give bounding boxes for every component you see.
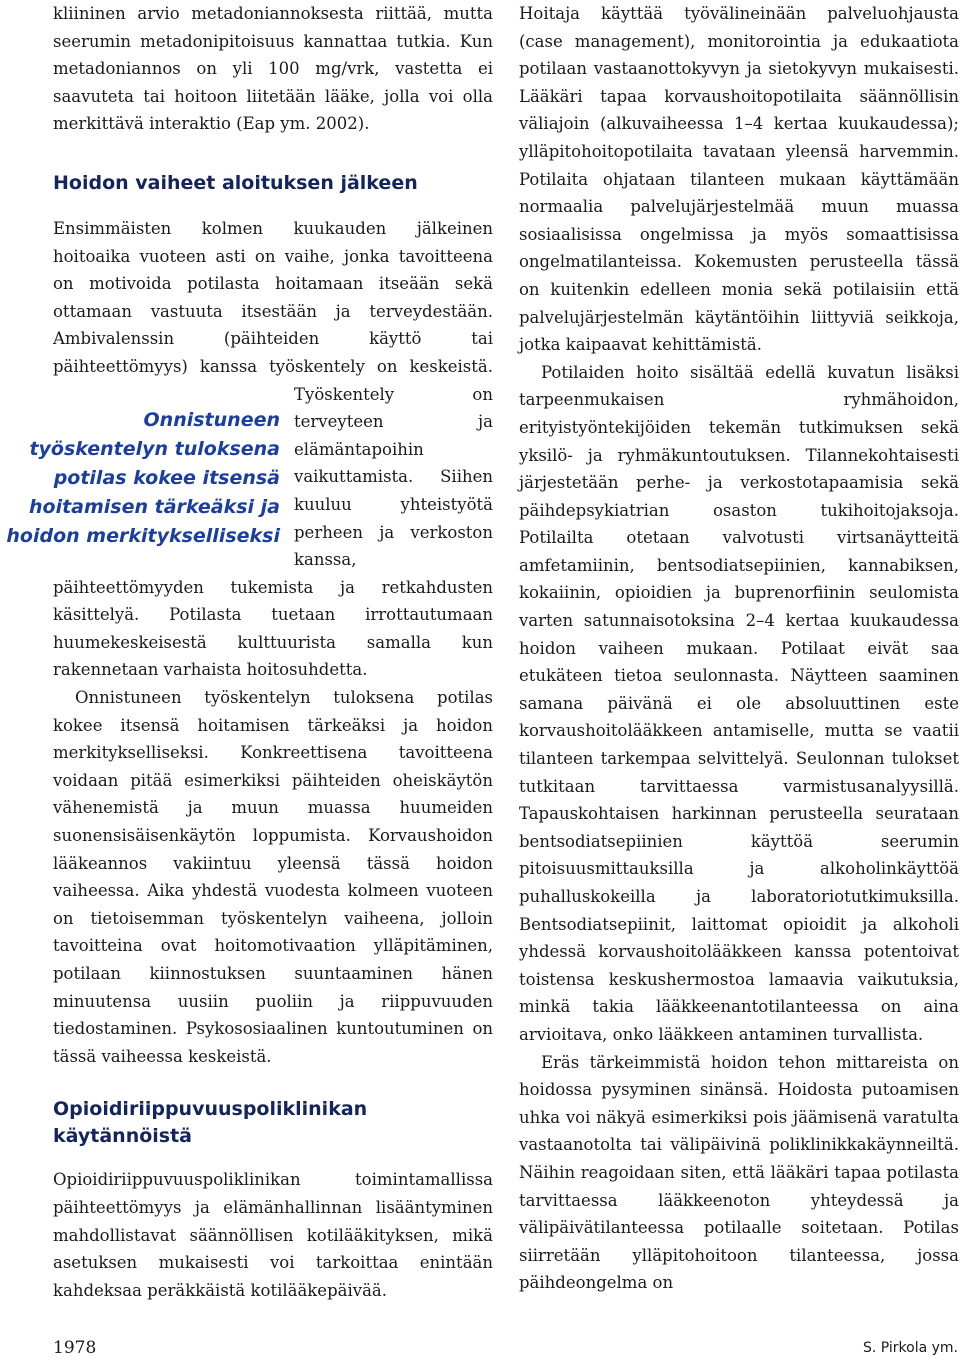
paragraph: Hoitaja käyttää työvälineinään palveluohjausta (case management), monitorointia ja edukaatiota potilaan vastaanottokyvyn ja sietokyvyn mukaisesti. Lääkäri tapaa korvaushoitopotilaita säännöllisin väliajoin (alkuvaiheessa 1–4 kertaa kuukaudessa); ylläpitohoitopotilaita tavataan yleensä harvemmin. Potilaita ohjataan tilanteen mukaan käyttämään normaalia palvelujärjestelmää muun muassa sosiaalisissa ongelmissa ja myös somaattisissa ongelmatilanteissa. Kokemusten perusteella tässä on kuitenkin edelleen monia sekä potilaisiin että palvelujärjestelmän käytäntöihin liittyviä seikkoja, jotka kaipaavat kehittämistä.: [519, 4, 959, 355]
paragraph: Opioidiriippuvuuspoliklinikan toimintamallissa päihteettömyys ja elämänhallinnan lisääntyminen mahdollistavat säännöllisen kotilääkityksen, mikä asetuksen mukaisesti voi tarkoittaa enintään kahdeksaa peräkkäistä kotilääkepäivää.: [53, 1170, 493, 1300]
section-heading: Opioidiriippuvuuspoliklinikan käytännöistä: [53, 1098, 368, 1148]
pull-quote-text: Onnistuneen työskentelyn tuloksena potilas kokee itsensä hoitamisen tärkeäksi ja hoidon merkitykselliseksi: [6, 409, 280, 548]
paragraph: Onnistuneen työskentelyn tuloksena potilas kokee itsensä hoitamisen tärkeäksi ja hoidon merkitykselliseksi. Konkreettisena tavoitteena voidaan pitää esimerkiksi päihteiden oheiskäytön vähenemistä ja muun muassa huumeiden suonensisäisenkäytön loppumista. Korvaushoidon lääkeannos vakiintuu yleensä tässä hoidon vaiheessa. Aika yhdestä vuodesta kolmeen vuoteen on tietoisemman työskentelyn vaiheena, jolloin tavoitteina ovat hoitomotivaation ylläpitäminen, potilaan kiinnostuksen suuntaaminen hänen minuutensa uusiin puoliin ja riippuvuuden tiedostaminen. Psykososiaalinen kuntoutuminen on tässä vaiheessa keskeistä.: [53, 688, 493, 1066]
author-reference: S. Pirkola ym.: [862, 1340, 958, 1356]
left-column: [6, 0, 493, 1304]
paragraph: kliininen arvio metadoniannoksesta riittää, mutta seerumin metadonipitoisuus kannattaa tutkia. Kun metadoniannos on yli 100 mg/vrk, vastetta ei saavuteta tai hoitoon liitetään lääke, jolla voi olla merkittävä interaktio (Eap ym. 2002).: [53, 4, 493, 134]
pull-quote: [0, 383, 280, 567]
paragraph: Eräs tärkeimmistä hoidon tehon mittareista on hoidossa pysyminen sinänsä. Hoidosta putoamisen uhka voi näkyä esimerkiksi pois jäämisenä varatulta vastaanotolta tai välipäivinä poliklinikkakäynneiltä. Näihin reagoidaan siten, että lääkäri tapaa potilasta tarvittaessa lääkkeenoton yhteydessä ja välipäivätilanteessa potilaalle soitetaan. Potilas siirretään ylläpitohoitoon tilanteessa, jossa päihdeongelma on: [519, 1052, 959, 1293]
page-number: 1978: [53, 1338, 97, 1358]
paragraph: Potilaiden hoito sisältää edellä kuvatun lisäksi tarpeenmukaisen ryhmähoidon, erityistyöntekijöiden tekemän tutkimuksen sekä yksilö- ja ryhmäkuntoutuksen. Tilannekohtaisesti järjestetään perhe- ja verkostotapaamisia sekä päihdepsykiatrian osaston tukihoitojaksoja. Potilailta otetaan valvotusti virtsanäytteitä amfetamiinin, bentsodiatsepiinien, kannabiksen, kokaiinin, opioidien ja buprenorfiinin seulomista varten satunnaisotoksina 2–4 kertaa kuukaudessa hoidon vaiheen mukaan. Potilaat eivät saa etukäteen tietoa seulonnasta. Näytteen saaminen samana päivänä ei ole absoluuttinen este korvaushoitolääkkeen antamiselle, mutta se vaatii tilanteen tarkempaa selvittelyä. Seulonnan tulokset tutkitaan tarvittaessa varmistusanalyysillä. Tapauskohtaisen harkinnan perusteella seurataan bentsodiatsepiinien käyttöä seerumin pitoisuusmittauksilla ja alkoholinkäyttöä puhalluskokeilla ja laboratoriotutkimuksilla. Bentsodiatsepiinit, laittomat opioidit ja alkoholi yhdessä korvaushoitolääkkeen kanssa potentoivat toistensa keskushermostoa lamaavia vaikutuksia, minkä takia lääkkeenantotilanteessa on aina arvioitava, onko lääkkeen antaminen turvallista.: [519, 362, 959, 1044]
paragraph: Onnistuneen työskentelyn tuloksena potilas kokee itsensä hoitamisen tärkeäksi ja hoidon merkitykselliseksi Ensimmäisten kolmen kuukauden jälkeinen hoitoaika vuoteen asti on vaihe, jonka tavoitteena on motivoida potilasta hoitamaan itseään sekä ottamaan vastuuta itsestään ja terveydestään. Ambivalenssin (päihteiden käyttö tai päihteettömyys) kanssa työskentely on keskeistä. Työskentely on terveyteen ja elämäntapoihin vaikuttamista. Siihen kuuluu yhteistyötä perheen ja verkoston kanssa, päihteettömyyden tukemista ja retkahdusten käsittelyä. Potilasta tuetaan irrottautumaan huumekeskeisestä kulttuurista samalla kun rakennetaan varhaista hoitosuhdetta.: [53, 215, 493, 684]
right-column: [519, 0, 959, 1297]
section-heading: Hoidon vaiheet aloituksen jälkeen: [53, 171, 418, 194]
